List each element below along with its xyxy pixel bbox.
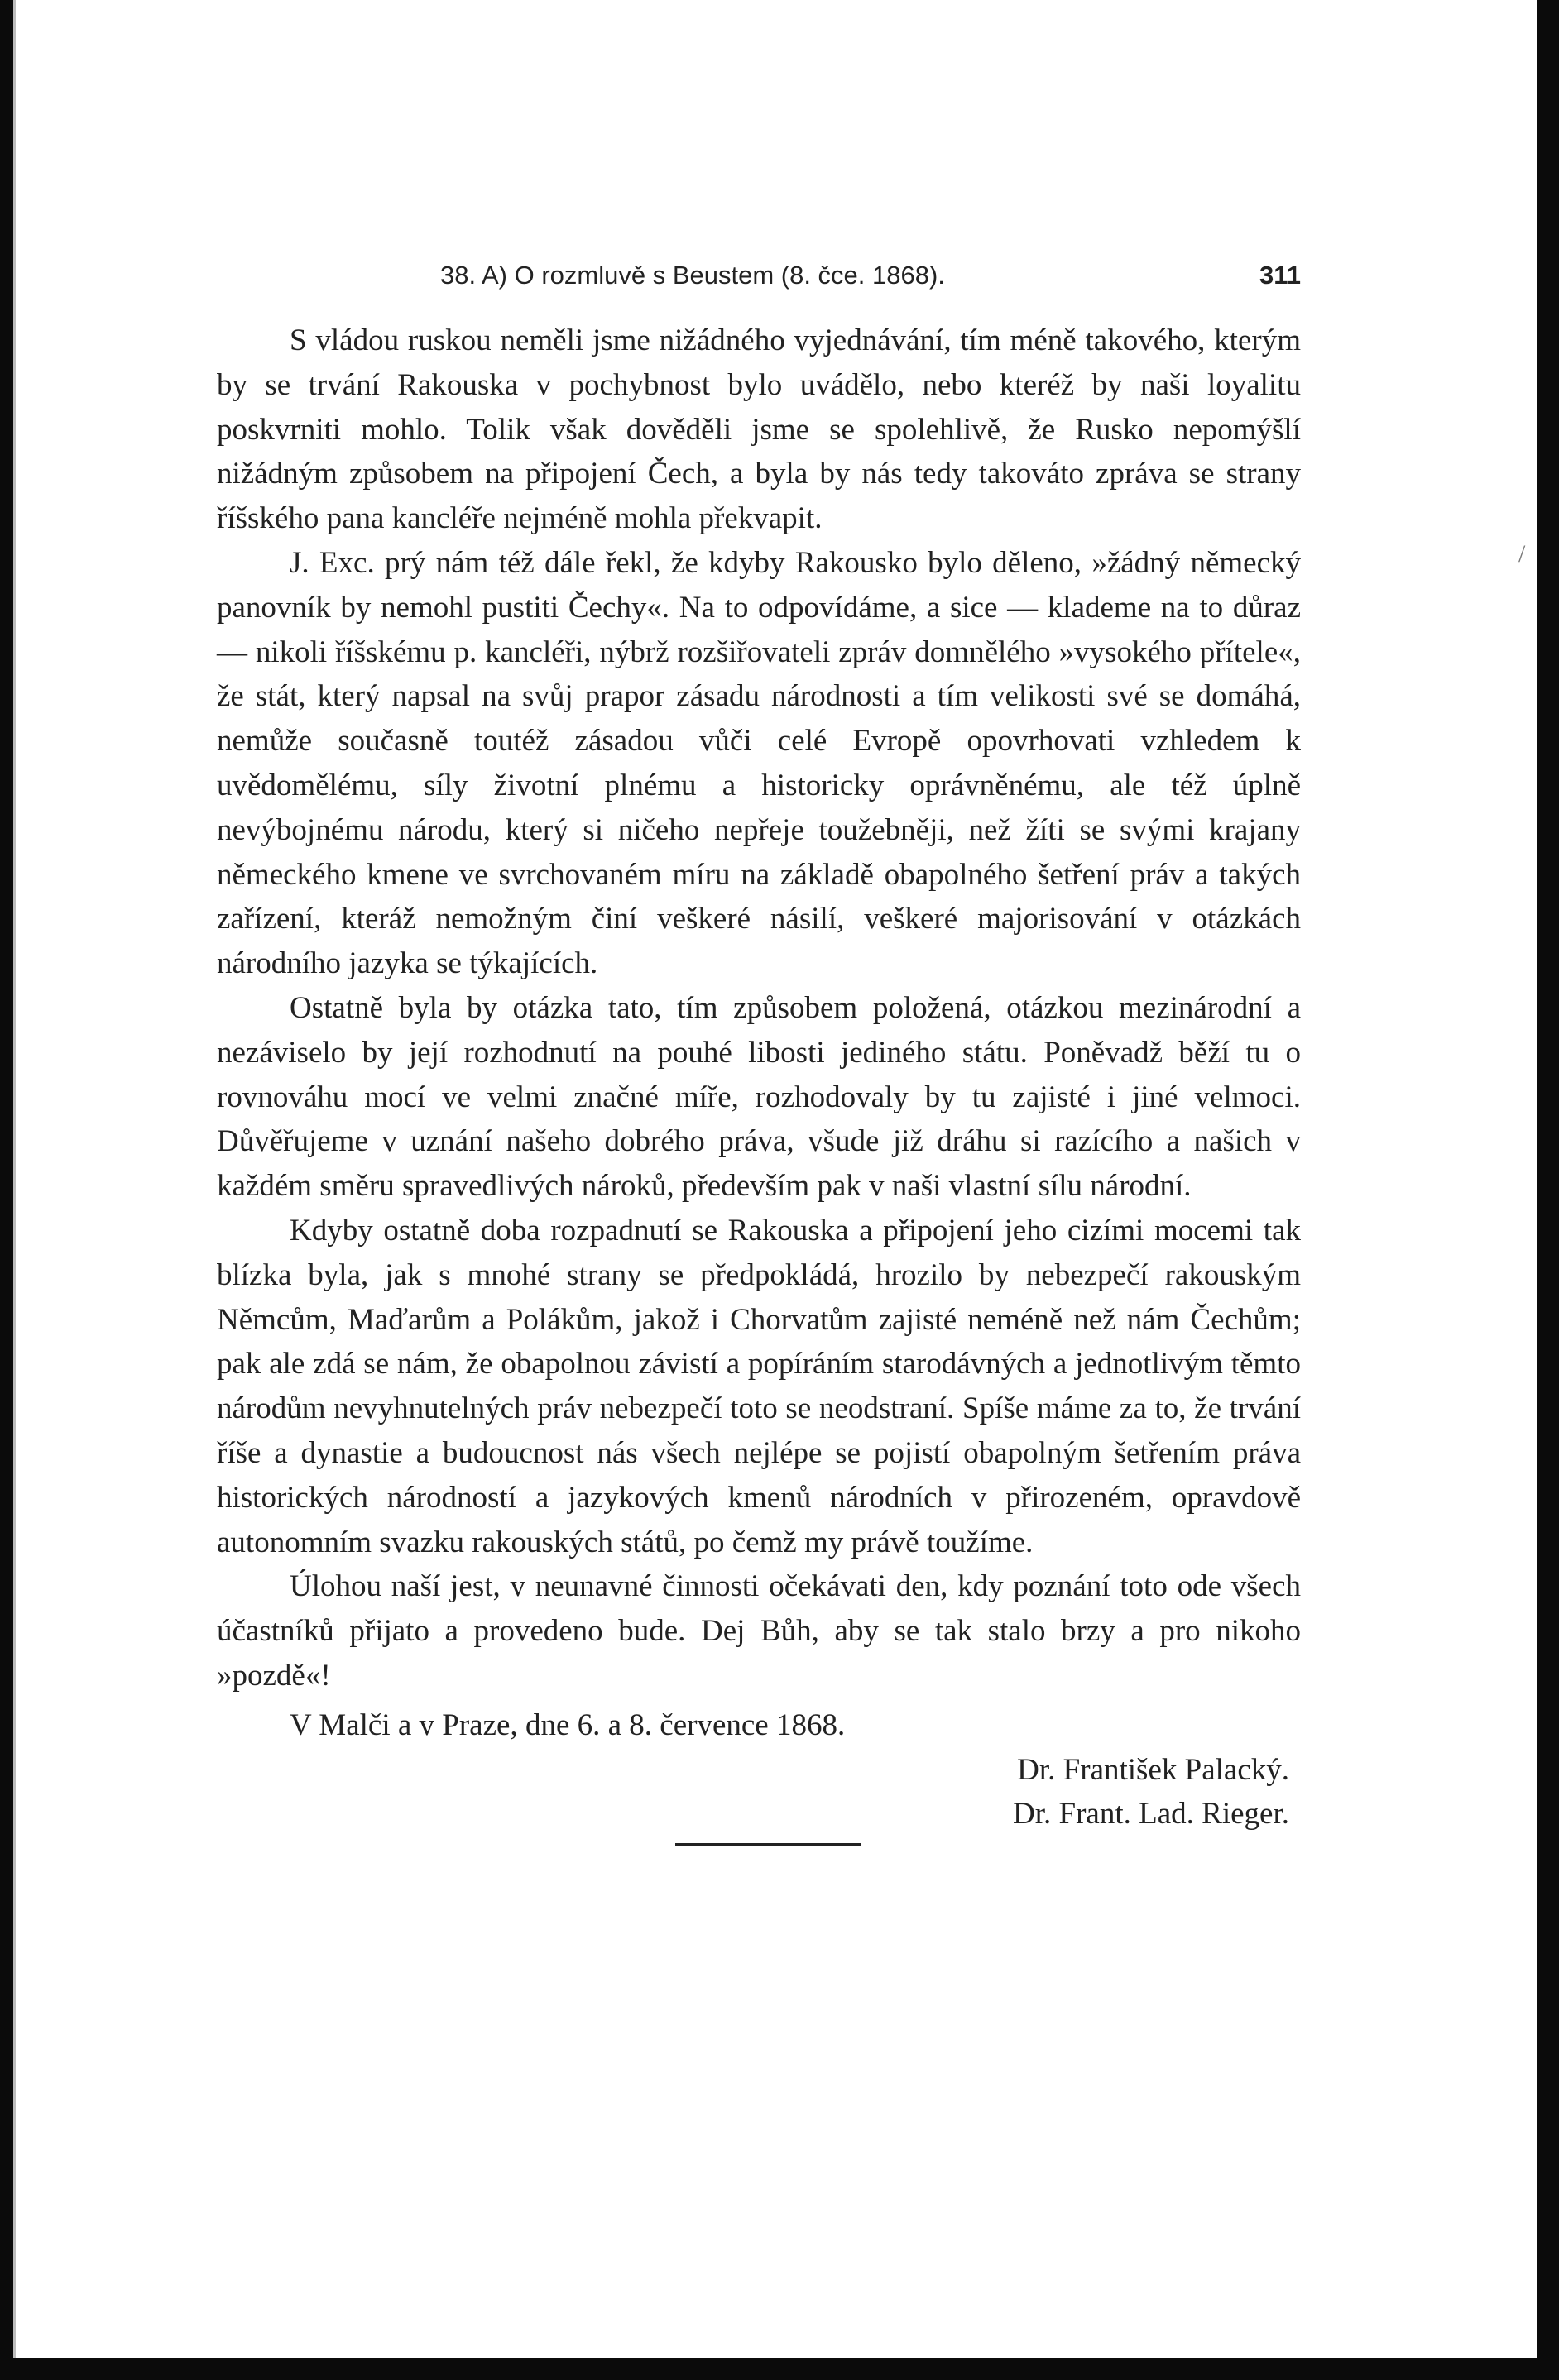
paragraph-1: S vládou ruskou neměli jsme nižádného vyjednávání, tím méně takového, kterým by se trvání Rakouska v pochybnost bylo uvádělo, nebo kteréž by naši loyalitu poskvrniti mohlo. Tolik však dověděli jsme se spolehlivě, že Rusko nepomýšlí nižádným způsobem na připojení Čech, a byla by nás tedy takováto zpráva se strany říšského pana kancléře nejméně mohla překvapit.	[217, 323, 1301, 536]
paragraph-4: Kdyby ostatně doba rozpadnutí se Rakouska a připojení jeho cizími mocemi tak blízka byla, jak s mnohé strany se předpokládá, hrozilo by nebezpečí rakouským Němcům, Maďarům a Polákům, jakož i Chorvatům zajisté neméně než nám Čechům; pak ale zdá se nám, že obapolnou závistí a popíráním starodávných a jednotlivým těmto národům nevyhnutelných práv nebezpečí toto se neodstraní. Spíše máme za to, že trvání říše a dynastie a budoucnost nás všech nejlépe se pojistí obapolným šetřením práva historických národností a jazykových kmenů národních v přirozeném, opravdově autonomním svazku rakouských států, po čemž my právě toužíme.	[217, 1213, 1301, 1559]
margin-mark: /	[1518, 540, 1526, 567]
signature-rieger: Dr. Frant. Lad. Rieger.	[1013, 1797, 1289, 1832]
paragraph-5: Úlohou naší jest, v neunavné činnosti očekávati den, kdy poznání toto ode všech účastníků přijato a provedeno bude. Dej Bůh, aby se tak stalo brzy a pro nikoho »pozdě«!	[217, 1569, 1301, 1693]
page-number: 311	[1259, 261, 1301, 290]
scan-right-edge	[1537, 0, 1559, 2380]
scan-bottom-edge	[0, 2358, 1559, 2380]
running-head	[217, 252, 1301, 297]
scan-left-edge	[0, 0, 13, 2380]
running-title: 38. A) O rozmluvě s Beustem (8. čce. 1868).	[440, 261, 945, 290]
paragraph-3: Ostatně byla by otázka tato, tím způsobem položená, otázkou mezinárodní a nezáviselo by její rozhodnutí na pouhé libosti jediného státu. Poněvadž běží tu o rovnováhu mocí ve velmi značné míře, rozhodovaly by tu zajisté i jiné velmoci. Důvěřujeme v uznání našeho dobrého práva, všude již dráhu si razícího a našich v každém směru spravedlivých nároků, především pak v naši vlastní sílu národní.	[217, 990, 1301, 1204]
paragraph-2: J. Exc. prý nám též dále řekl, že kdyby Rakousko bylo děleno, »žádný německý panovník by nemohl pustiti Čechy«. Na to odpovídáme, a sice — klademe na to důraz — nikoli říšskému p. kancléři, nýbrž rozšiřovateli zpráv domnělého »vysokého přítele«, že stát, který napsal na svůj prapor zásadu národnosti a tím velikosti své se domáhá, nemůže současně toutéž zásadou vůči celé Evropě opovrhovati vzhledem k uvědomělému, síly životní plnému a historicky oprávněnému, ale též úplně nevýbojnému národu, který si ničeho nepřeje toužebněji, než žíti se svými krajany německého kmene ve svrchovaném míru na základě obapolného šetření práv a takých zařízení, kteráž nemožným činí veškeré násilí, veškeré majorisování v otázkách národního jazyka se týkajících.	[217, 545, 1301, 981]
signature-palacky: Dr. František Palacký.	[1017, 1752, 1289, 1787]
date-line: V Malči a v Praze, dne 6. a 8. července 1868.	[290, 1707, 846, 1742]
scan-left-edge-highlight	[13, 0, 16, 2380]
page-content	[217, 252, 1301, 1846]
body-text	[217, 318, 1301, 1698]
closing-block	[217, 1703, 1301, 1846]
closing-rule	[675, 1843, 861, 1846]
